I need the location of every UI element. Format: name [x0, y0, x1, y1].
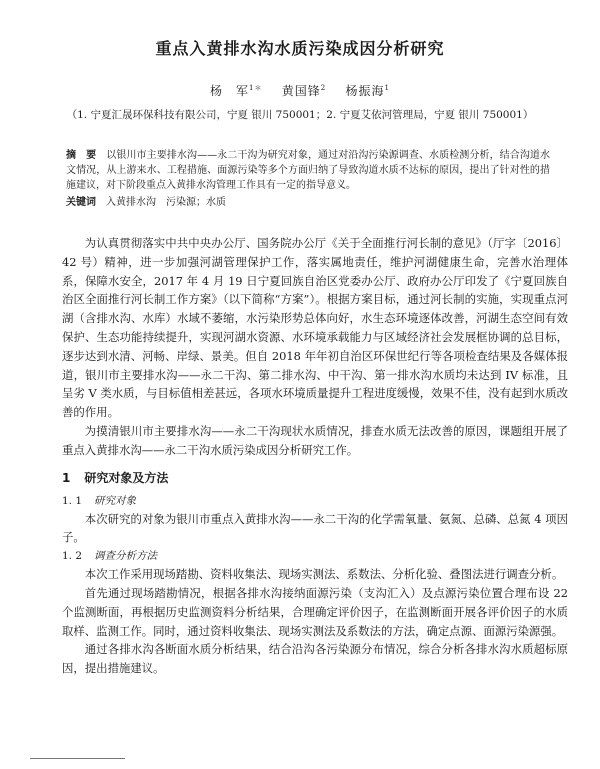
keywords-label: 关键词: [66, 197, 96, 208]
subsection-number: 1. 1: [62, 494, 83, 507]
abstract-label: 摘 要: [66, 150, 97, 161]
keywords: [66, 195, 550, 210]
intro-paragraph: 为认真贯彻落实中共中央办公厅、国务院办公厅《关于全面推行河长制的意见》（厅字〔2016〕42 号）精神，进一步加强河湖管理保护工作，落实属地责任，维护河湖健康生命，完善水治理体系，保障水安全，2017 年 4 月 19 日宁夏回族自治区党委办公厅、政府办公厅印发了《宁夏回族自治区全面推行河长制工作方案》（以下简称“方案”）。根据方案目标，通过河长制的实施，实现重点河湖（含排水沟、水库）水域不萎缩，水污染形势总体向好，水生态环境逐体改善，河湖生态空间有效保护、生态功能持续提升，实现河湖水资源、水环境承载能力与区域经济社会发展框协调的总目标，逐步达到水清、河畅、岸绿、景美。但自 2018 年年初自治区环保世纪行等各项检查结果及各媒体报道，银川市主要排水沟——永二干沟、第二排水沟、中干沟、第一排水沟水质均未达到 IV 标准，且呈劣 V 类水质，与目标值相差甚远，各项水环境质量提升工程进度缓慢，效果不佳，没有起到水质改善的作用。: [62, 236, 568, 420]
subsection-number: 1. 2: [62, 550, 83, 563]
author-list: [0, 82, 600, 99]
author-name: 杨 军: [210, 84, 250, 98]
paper-title: 重点入黄排水沟水质污染成因分析研究: [155, 39, 445, 58]
footnote-divider: [30, 758, 125, 759]
subsection-title: 研究对象: [94, 494, 137, 507]
author-affil-mark: 1: [384, 84, 390, 92]
author-affil-mark: 2: [320, 84, 327, 92]
section-title: 研究对象及方法: [84, 470, 169, 485]
subsection-heading: [62, 547, 568, 565]
author-name: 杨振海: [345, 84, 385, 98]
section-heading: [62, 469, 568, 487]
keyword: 入黄排水沟: [106, 197, 156, 208]
intro-paragraph: 为摸清银川市主要排水沟——永二干沟现状水质情况，排查水质无法改善的原因，课题组开展了重点入黄排水沟——永二干沟水质污染成因分析研究工作。: [62, 423, 568, 457]
subsection-title: 调查分析方法: [94, 550, 158, 563]
body-paragraph: 通过各排水沟各断面水质分析结果，结合沿沟各污染源分布情况，综合分析各排水沟水质超标原因，提出措施建议。: [62, 642, 568, 676]
body-paragraph: 本次研究的对象为银川市重点入黄排水沟——永二干沟的化学需氧量、氨氮、总磷、总氮 4 项因子。: [62, 511, 568, 545]
author-affil-mark: 1＊: [249, 84, 263, 92]
keyword: 污染源；水质: [166, 197, 226, 208]
paper-body: [62, 234, 568, 678]
section-number: 1: [62, 470, 71, 485]
subsection-heading: [62, 492, 568, 510]
affiliations: （1. 宁夏汇晟环保科技有限公司，宁夏 银川 750001；2. 宁夏艾依河管理局，宁夏 银川 750001）: [66, 109, 534, 121]
abstract: [66, 148, 550, 193]
author-name: 黄国锋: [281, 84, 321, 98]
body-paragraph: 本次工作采用现场踏勘、资料收集法、现场实测法、系数法、分析化验、叠图法进行调查分析。: [84, 567, 564, 582]
abstract-text: 以银川市主要排水沟——永二干沟为研究对象，通过对沿沟污染源调查、水质检测分析，结合沟道水文情况，从上游来水、工程措施、面源污染等多个方面归纳了导致沟道水质不达标的原因，提出了针对性的措施建议，对下阶段重点入黄排水沟管理工作具有一定的指导意义。: [66, 150, 551, 191]
body-paragraph: 首先通过现场踏勘情况，根据各排水沟接纳面源污染（支沟汇入）及点源污染位置合理布设 22 个监测断面，再根据历史监测资料分析结果，合理确定评价因子，在监测断面开展各评价因子的水质取样、监测工作。同时，通过资料收集法、现场实测法及系数法的方法，确定点源、面源污染源强。: [62, 585, 568, 638]
